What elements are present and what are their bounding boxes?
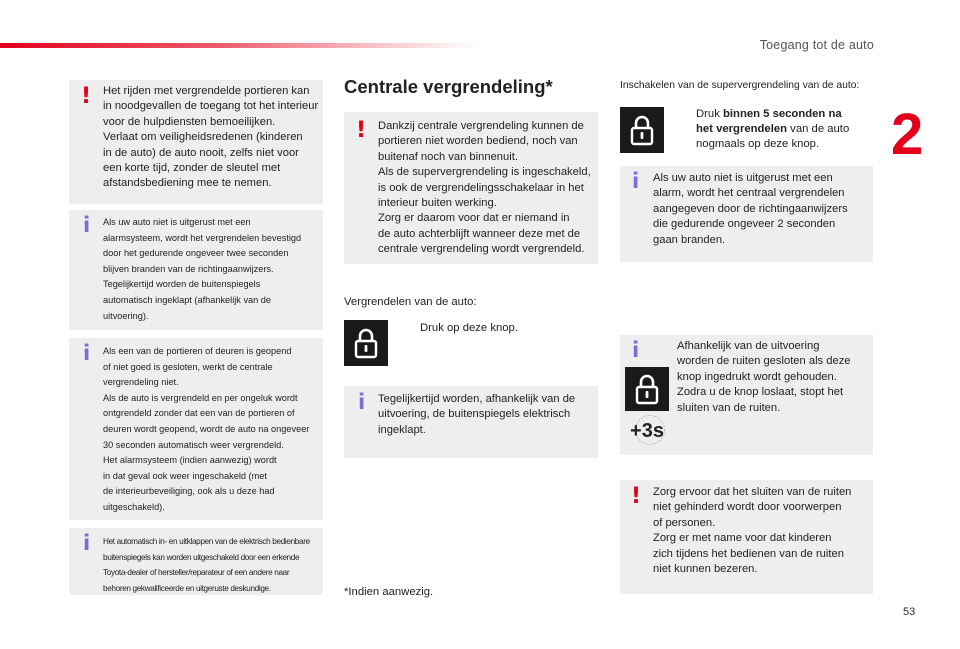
warning-text: Het rijden met vergrendelde portieren kan in noodgevallen de toegang tot het interieur voor de hulpdiensten bemoeilijken. Verlaat om veiligheidsredenen (kinderen in de auto) de auto nooit, zelfs niet voor een korte tijd, zonder de sleutel met afstandsbediening mee te nemen.: [103, 85, 319, 190]
info-box-no-alarm-right: [620, 166, 873, 262]
info-box-mirrors: [344, 386, 598, 458]
window-close-button: [625, 367, 669, 411]
lock-icon: [351, 326, 381, 360]
step-emphasis: binnen 5 seconden na het vergrendelen: [696, 108, 842, 135]
info-box-door-open: [69, 338, 323, 520]
deadlock-step: Druk binnen 5 seconden na het vergrendelen van de auto nogmaals op deze knop.: [696, 108, 850, 150]
info-text: Afhankelijk van de uitvoering worden de ruiten gesloten als deze knop ingedrukt wordt gehouden. Zodra u de knop loslaat, stopt het sluiten van de ruiten.: [677, 340, 851, 414]
deadlock-button: [620, 107, 664, 153]
header-accent-bar: [0, 43, 480, 48]
lock-icon: [627, 113, 657, 147]
info-icon: i: [83, 213, 91, 237]
lock-icon: [632, 372, 662, 406]
lock-step: Druk op deze knop.: [420, 322, 518, 334]
warning-icon: !: [631, 484, 642, 509]
plus-three-seconds-icon: [625, 414, 669, 446]
info-text: Tegelijkertijd worden, afhankelijk van de uitvoering, de buitenspiegels elektrisch ingeklapt.: [378, 393, 576, 436]
section-title: Toegang tot de auto: [759, 38, 874, 52]
info-icon: i: [358, 390, 366, 414]
info-text: Als uw auto niet is uitgerust met een alarm, wordt het centraal vergrendelen aangegeven door de richtingaanwijzers die gedurende ongeveer 2 seconden gaan branden.: [653, 172, 848, 246]
footnote: *Indien aanwezig.: [344, 586, 434, 598]
info-icon: i: [83, 341, 91, 365]
lock-button: [344, 320, 388, 366]
warning-text: Dankzij centrale vergrendeling kunnen de portieren niet worden bediend, noch van buitenaf noch van binnenuit. Als de supervergrendeling is ingeschakeld, is ook de vergrendelingsschakelaar in het interieur buiten werking. Zorg er daarom voor dat er niemand in de auto achterblijft wanneer deze met de centrale vergrendeling wordt vergrendeld.: [378, 120, 591, 256]
warning-icon: !: [81, 84, 92, 109]
warning-box-windows: [620, 480, 873, 594]
page-number: 53: [903, 606, 916, 618]
deadlock-heading: Inschakelen van de supervergrendeling van de auto:: [620, 80, 860, 91]
info-icon: i: [83, 531, 91, 555]
plus-three-seconds-label: +3s: [630, 420, 664, 442]
warning-box-central-locking: [344, 112, 598, 264]
info-box-mirror-folding: [69, 528, 323, 595]
info-text: Als een van de portieren of deuren is geopend of niet goed is gesloten, werkt de centrale vergrendeling niet. Als de auto is vergrendeld en per ongeluk wordt ontgrendeld zonder dat een van de portieren of deuren wordt geopend, wordt de auto na ongeveer 30 seconden automatisch weer vergrendeld. Het alarmsysteem (indien aanwezig) wordt in dat geval ook weer ingeschakeld (met de interieurbeveiliging, ook als u deze had uitgeschakeld).: [103, 346, 310, 512]
chapter-number: 2: [891, 102, 924, 167]
warning-icon: !: [356, 118, 367, 143]
info-text: Als uw auto niet is uitgerust met een alarmsysteem, wordt het vergrendelen bevestigd door het gedurende ongeveer twee seconden blijven branden van de richtingaanwijzers. Tegelijkertijd worden de buitenspiegels automatisch ingeklapt (afhankelijk van de uitvoering).: [103, 217, 302, 321]
info-box-no-alarm: [69, 210, 323, 330]
info-text: Het automatisch in- en uitklappen van de elektrisch bedienbare buitenspiegels kan worden uitgeschakeld door een erkende Toyota-dealer of hersteller/reparateur of een andere naar behoren gekwalificeerde en uitgeruste deskundige.: [103, 537, 310, 593]
info-icon: i: [632, 338, 640, 362]
warning-text: Zorg ervoor dat het sluiten van de ruiten niet gehinderd wordt door voorwerpen of personen. Zorg er met name voor dat kinderen zich tijdens het bedienen van de ruiten niet kunnen bezeren.: [653, 486, 852, 576]
info-icon: i: [632, 169, 640, 193]
lock-heading: Vergrendelen van de auto:: [344, 296, 477, 308]
page-title: Centrale vergrendeling*: [344, 76, 553, 97]
warning-box-emergency-access: [69, 80, 323, 204]
